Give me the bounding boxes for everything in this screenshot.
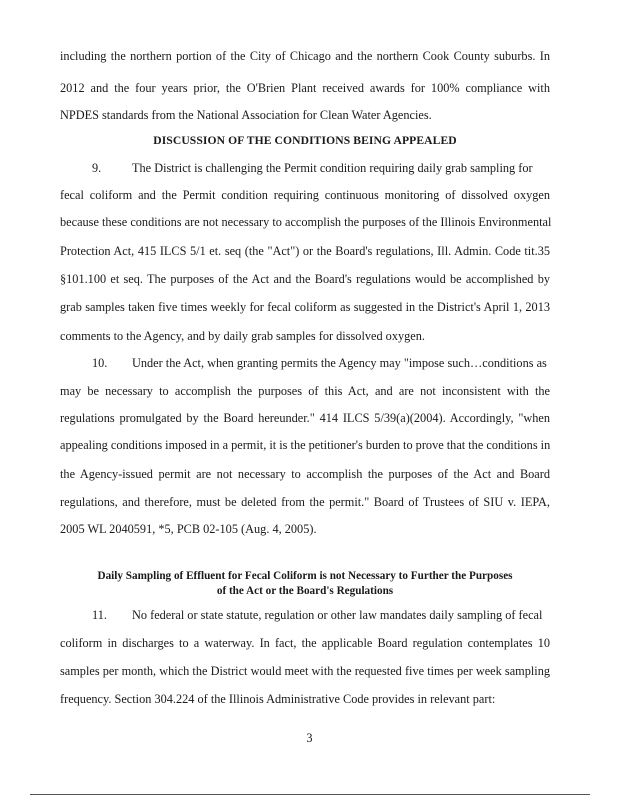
- para-10-line: 2005 WL 2040591, *5, PCB 02-105 (Aug. 4, 2005).: [60, 522, 317, 536]
- para-9-line: comments to the Agency, and by daily grab samples for dissolved oxygen.: [60, 329, 425, 343]
- para-10-line: appealing conditions imposed in a permit, it is the petitioner's burden to prove that the conditions in: [60, 438, 551, 452]
- para-10-number: 10.: [92, 356, 108, 370]
- intro-line-1: including the northern portion of the City of Chicago and the northern Cook County suburbs. In: [60, 49, 550, 63]
- para-9-line: fecal coliform and the Permit condition requiring continuous monitoring of dissolved oxygen: [60, 188, 550, 202]
- para-9-first-text: The District is challenging the Permit condition requiring daily grab sampling for: [132, 161, 533, 175]
- para-10-first-line: [60, 355, 550, 371]
- para-9-number: 9.: [92, 161, 102, 175]
- section-heading: DISCUSSION OF THE CONDITIONS BEING APPEALED: [153, 134, 457, 147]
- para-11-line: samples per month, which the District would meet with the requested five times per week sampling: [60, 664, 550, 678]
- footer-rule: [30, 794, 590, 795]
- para-10-line: regulations, and therefore, must be deleted from the permit." Board of Trustees of SIU v. IEPA,: [60, 495, 550, 509]
- subheading-line-1: Daily Sampling of Effluent for Fecal Coliform is not Necessary to Further the Purposes: [97, 570, 513, 582]
- para-11-line: frequency. Section 304.224 of the Illinois Administrative Code provides in relevant part:: [60, 692, 496, 706]
- para-11-number: 11.: [92, 608, 107, 622]
- para-11-line: coliform in discharges to a waterway. In fact, the applicable Board regulation contemplates 10: [60, 636, 550, 650]
- para-9-line: §101.100 et seq. The purposes of the Act and the Board's regulations would be accomplished by: [60, 272, 550, 286]
- para-9-line: grab samples taken five times weekly for fecal coliform as suggested in the District's April 1, 2013: [60, 300, 550, 314]
- para-10-line: the Agency-issued permit are not necessary to accomplish the purposes of the Act and Board: [60, 467, 550, 481]
- intro-line-2: 2012 and the four years prior, the O'Brien Plant received awards for 100% compliance with: [60, 81, 550, 95]
- para-9-line: Protection Act, 415 ILCS 5/1 et. seq (the "Act") or the Board's regulations, Ill. Admin. Code tit.35: [60, 244, 550, 258]
- subheading-line-2: of the Act or the Board's Regulations: [216, 585, 394, 597]
- para-10-line: regulations promulgated by the Board hereunder." 414 ILCS 5/39(a)(2004). Accordingly, "when: [60, 411, 550, 425]
- intro-line-3: NPDES standards from the National Association for Clean Water Agencies.: [60, 108, 432, 122]
- page-number: 3: [306, 731, 313, 745]
- para-9-line: because these conditions are not necessary to accomplish the purposes of the Illinois Environmental: [60, 215, 552, 229]
- para-11-first-line: [60, 607, 550, 623]
- para-9-first-line: [60, 160, 550, 176]
- para-10-line: may be necessary to accomplish the purposes of this Act, and are not inconsistent with the: [60, 384, 550, 398]
- para-10-first-text: Under the Act, when granting permits the Agency may "impose such…conditions as: [132, 356, 547, 370]
- para-11-first-text: No federal or state statute, regulation or other law mandates daily sampling of fecal: [132, 608, 543, 622]
